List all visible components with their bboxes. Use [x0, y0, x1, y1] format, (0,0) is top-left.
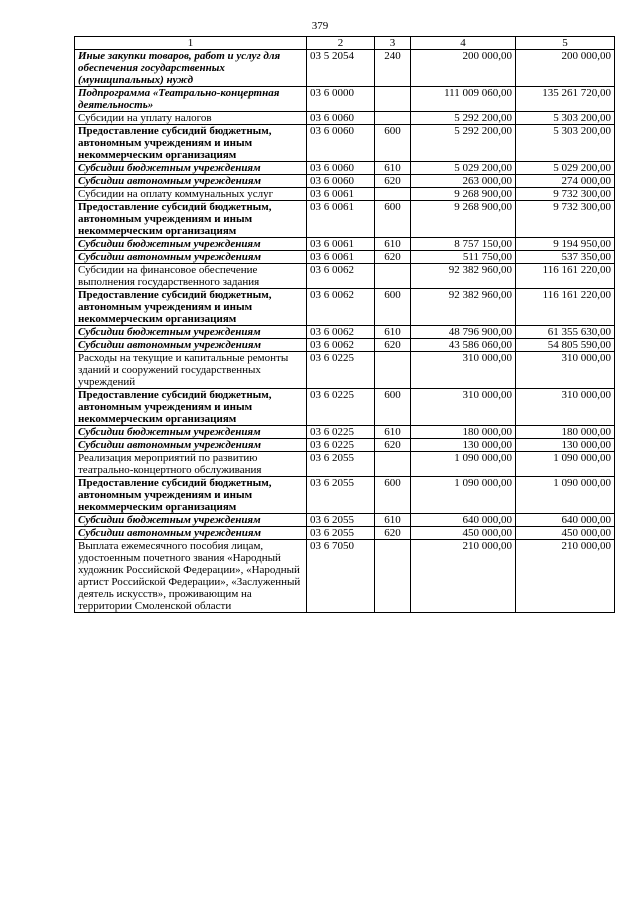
row-type-cell: 610: [375, 162, 411, 175]
row-code-cell: 03 6 0062: [307, 326, 375, 339]
row-type-cell: [375, 452, 411, 477]
row-name-cell: Реализация мероприятий по развитию театрально-концертного обслуживания: [75, 452, 307, 477]
row-name-cell: Субсидии автономным учреждениям: [75, 175, 307, 188]
row-value-current-cell: 310 000,00: [411, 352, 516, 389]
table-row: [75, 162, 615, 175]
row-value-next-cell: 130 000,00: [516, 439, 615, 452]
row-value-current-cell: 511 750,00: [411, 251, 516, 264]
row-value-current-cell: 111 009 060,00: [411, 87, 516, 112]
row-code-cell: 03 5 2054: [307, 50, 375, 87]
table-row: [75, 50, 615, 87]
table-row: [75, 238, 615, 251]
page-number: 379: [311, 20, 329, 32]
table-row: [75, 112, 615, 125]
row-value-current-cell: 130 000,00: [411, 439, 516, 452]
row-value-next-cell: 640 000,00: [516, 514, 615, 527]
row-name-cell: Иные закупки товаров, работ и услуг для обеспечения государственных (муниципальных) нужд: [75, 50, 307, 87]
row-name-cell: Субсидии автономным учреждениям: [75, 439, 307, 452]
row-value-current-cell: 48 796 900,00: [411, 326, 516, 339]
row-code-cell: 03 6 0225: [307, 426, 375, 439]
row-name-cell: Субсидии автономным учреждениям: [75, 339, 307, 352]
row-code-cell: 03 6 2055: [307, 514, 375, 527]
table-row: [75, 389, 615, 426]
table-row: [75, 540, 615, 613]
row-value-next-cell: 310 000,00: [516, 389, 615, 426]
row-code-cell: 03 6 0000: [307, 87, 375, 112]
row-code-cell: 03 6 0061: [307, 251, 375, 264]
header-col-2: 2: [307, 37, 375, 50]
row-code-cell: 03 6 2055: [307, 452, 375, 477]
row-value-next-cell: 54 805 590,00: [516, 339, 615, 352]
row-value-next-cell: 9 194 950,00: [516, 238, 615, 251]
table-row: [75, 326, 615, 339]
row-code-cell: 03 6 0062: [307, 289, 375, 326]
row-name-cell: Субсидии автономным учреждениям: [75, 527, 307, 540]
row-type-cell: 600: [375, 201, 411, 238]
row-value-current-cell: 5 292 200,00: [411, 125, 516, 162]
table-row: [75, 125, 615, 162]
row-name-cell: Расходы на текущие и капитальные ремонты зданий и сооружений государственных учреждений: [75, 352, 307, 389]
row-name-cell: Субсидии бюджетным учреждениям: [75, 514, 307, 527]
row-value-current-cell: 5 029 200,00: [411, 162, 516, 175]
row-value-next-cell: 116 161 220,00: [516, 264, 615, 289]
row-value-next-cell: 537 350,00: [516, 251, 615, 264]
table-row: [75, 289, 615, 326]
row-name-cell: Предоставление субсидий бюджетным, автономным учреждениям и иным некоммерческим организациям: [75, 477, 307, 514]
row-code-cell: 03 6 0061: [307, 188, 375, 201]
header-row: [75, 37, 615, 50]
table-row: [75, 439, 615, 452]
table-row: [75, 264, 615, 289]
budget-table: [74, 36, 615, 613]
row-name-cell: Выплата ежемесячного пособия лицам, удостоенным почетного звания «Народный художник Российской Федерации», «Народный артист Российской Федерации», «Заслуженный деятель искусств», проживающим на территории Смоленской области: [75, 540, 307, 613]
row-value-current-cell: 1 090 000,00: [411, 452, 516, 477]
row-type-cell: 600: [375, 289, 411, 326]
table-row: [75, 352, 615, 389]
row-type-cell: 240: [375, 50, 411, 87]
row-name-cell: Субсидии на оплату коммунальных услуг: [75, 188, 307, 201]
header-col-4: 4: [411, 37, 516, 50]
row-type-cell: 600: [375, 389, 411, 426]
row-value-current-cell: 180 000,00: [411, 426, 516, 439]
row-value-next-cell: 210 000,00: [516, 540, 615, 613]
row-type-cell: [375, 540, 411, 613]
row-code-cell: 03 6 0060: [307, 175, 375, 188]
table-row: [75, 514, 615, 527]
row-name-cell: Субсидии бюджетным учреждениям: [75, 238, 307, 251]
row-value-next-cell: 1 090 000,00: [516, 452, 615, 477]
row-value-next-cell: 5 303 200,00: [516, 125, 615, 162]
row-code-cell: 03 6 0060: [307, 125, 375, 162]
row-type-cell: 610: [375, 426, 411, 439]
row-value-next-cell: 9 732 300,00: [516, 188, 615, 201]
row-value-current-cell: 9 268 900,00: [411, 188, 516, 201]
row-name-cell: Субсидии бюджетным учреждениям: [75, 426, 307, 439]
row-code-cell: 03 6 2055: [307, 527, 375, 540]
row-value-current-cell: 450 000,00: [411, 527, 516, 540]
table-row: [75, 251, 615, 264]
header-col-3: 3: [375, 37, 411, 50]
table-row: [75, 452, 615, 477]
row-type-cell: 610: [375, 238, 411, 251]
row-code-cell: 03 6 0225: [307, 352, 375, 389]
row-type-cell: [375, 264, 411, 289]
row-value-next-cell: 450 000,00: [516, 527, 615, 540]
row-code-cell: 03 6 0061: [307, 238, 375, 251]
row-name-cell: Предоставление субсидий бюджетным, автономным учреждениям и иным некоммерческим организациям: [75, 389, 307, 426]
row-code-cell: 03 6 0060: [307, 162, 375, 175]
row-type-cell: [375, 352, 411, 389]
row-type-cell: 600: [375, 477, 411, 514]
row-value-next-cell: 5 029 200,00: [516, 162, 615, 175]
header-col-5: 5: [516, 37, 615, 50]
row-value-next-cell: 274 000,00: [516, 175, 615, 188]
row-type-cell: [375, 188, 411, 201]
row-value-current-cell: 8 757 150,00: [411, 238, 516, 251]
row-code-cell: 03 6 0060: [307, 112, 375, 125]
row-code-cell: 03 6 0062: [307, 264, 375, 289]
row-code-cell: 03 6 0225: [307, 389, 375, 426]
row-type-cell: 600: [375, 125, 411, 162]
row-type-cell: 610: [375, 326, 411, 339]
row-value-next-cell: 310 000,00: [516, 352, 615, 389]
row-type-cell: [375, 87, 411, 112]
row-value-next-cell: 61 355 630,00: [516, 326, 615, 339]
row-value-current-cell: 640 000,00: [411, 514, 516, 527]
row-value-current-cell: 92 382 960,00: [411, 289, 516, 326]
row-value-next-cell: 116 161 220,00: [516, 289, 615, 326]
row-value-current-cell: 263 000,00: [411, 175, 516, 188]
row-value-current-cell: 9 268 900,00: [411, 201, 516, 238]
row-value-next-cell: 180 000,00: [516, 426, 615, 439]
row-value-current-cell: 310 000,00: [411, 389, 516, 426]
row-value-current-cell: 92 382 960,00: [411, 264, 516, 289]
row-code-cell: 03 6 0061: [307, 201, 375, 238]
row-type-cell: 620: [375, 339, 411, 352]
table-row: [75, 175, 615, 188]
row-value-current-cell: 5 292 200,00: [411, 112, 516, 125]
table-row: [75, 201, 615, 238]
table-row: [75, 477, 615, 514]
row-type-cell: 620: [375, 527, 411, 540]
row-value-next-cell: 200 000,00: [516, 50, 615, 87]
row-name-cell: Субсидии бюджетным учреждениям: [75, 162, 307, 175]
row-name-cell: Предоставление субсидий бюджетным, автономным учреждениям и иным некоммерческим организациям: [75, 289, 307, 326]
row-name-cell: Субсидии на уплату налогов: [75, 112, 307, 125]
table-row: [75, 426, 615, 439]
row-type-cell: 620: [375, 439, 411, 452]
table-row: [75, 87, 615, 112]
row-type-cell: 610: [375, 514, 411, 527]
row-value-current-cell: 1 090 000,00: [411, 477, 516, 514]
row-name-cell: Предоставление субсидий бюджетным, автономным учреждениям и иным некоммерческим организациям: [75, 125, 307, 162]
table-row: [75, 339, 615, 352]
header-col-1: 1: [75, 37, 307, 50]
row-value-next-cell: 9 732 300,00: [516, 201, 615, 238]
row-name-cell: Подпрограмма «Театрально-концертная деятельность»: [75, 87, 307, 112]
table-row: [75, 188, 615, 201]
row-name-cell: Субсидии автономным учреждениям: [75, 251, 307, 264]
row-name-cell: Субсидии бюджетным учреждениям: [75, 326, 307, 339]
row-value-next-cell: 5 303 200,00: [516, 112, 615, 125]
table-row: [75, 527, 615, 540]
row-value-current-cell: 43 586 060,00: [411, 339, 516, 352]
row-code-cell: 03 6 2055: [307, 477, 375, 514]
row-value-next-cell: 135 261 720,00: [516, 87, 615, 112]
row-code-cell: 03 6 0062: [307, 339, 375, 352]
row-value-current-cell: 200 000,00: [411, 50, 516, 87]
row-name-cell: Субсидии на финансовое обеспечение выполнения государственного задания: [75, 264, 307, 289]
row-type-cell: 620: [375, 251, 411, 264]
row-type-cell: [375, 112, 411, 125]
row-code-cell: 03 6 7050: [307, 540, 375, 613]
row-value-current-cell: 210 000,00: [411, 540, 516, 613]
table-body: [75, 50, 615, 613]
row-name-cell: Предоставление субсидий бюджетным, автономным учреждениям и иным некоммерческим организациям: [75, 201, 307, 238]
row-code-cell: 03 6 0225: [307, 439, 375, 452]
row-type-cell: 620: [375, 175, 411, 188]
row-value-next-cell: 1 090 000,00: [516, 477, 615, 514]
